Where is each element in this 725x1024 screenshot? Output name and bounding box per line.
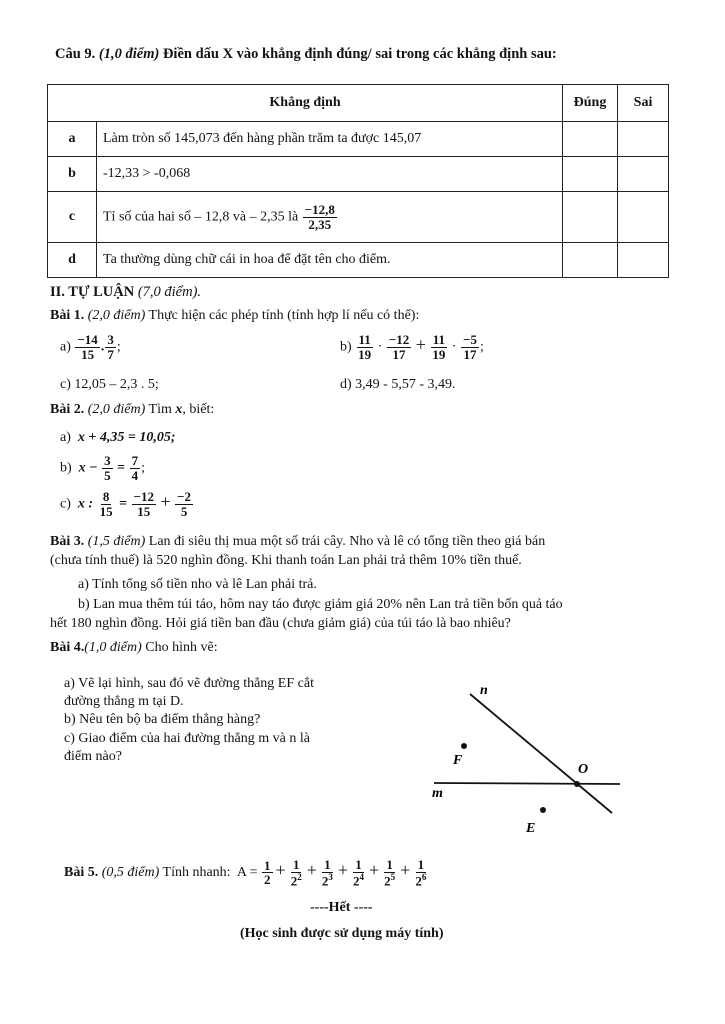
frac-den <box>289 873 304 888</box>
label-m: m <box>432 786 443 801</box>
frac-den-base: 2 <box>264 872 271 888</box>
frac-den: 7 <box>107 346 114 362</box>
true-cell[interactable] <box>563 157 618 192</box>
bai1-points: (2,0 điểm) <box>87 308 146 323</box>
frac-num: 8 <box>102 489 110 504</box>
plus: + <box>337 860 349 881</box>
frac-den-base: 2 <box>384 872 391 888</box>
bai5-terms <box>261 857 429 888</box>
frac-den-base: 2 <box>321 872 329 888</box>
frac-den <box>413 873 428 888</box>
bai3-text: Lan đi siêu thị mua một số trái cây. Nho và lê có tổng tiền theo giá bán <box>148 534 546 549</box>
equals: = <box>117 460 126 476</box>
fraction <box>289 858 304 888</box>
bai2-text: Tìm <box>148 402 172 417</box>
row-label: a <box>48 122 97 157</box>
bai2-a-expr: x + 4,35 = 10,05; <box>77 430 176 445</box>
row-label: c <box>48 192 97 243</box>
bai2-var: x <box>175 402 183 417</box>
bai3-line2: (chưa tính thuế) là 520 nghìn đồng. Khi thanh toán Lan phải trả thêm 10% tiền thuế. <box>50 553 522 568</box>
q9-table <box>47 84 669 278</box>
table-row <box>48 157 669 192</box>
q9-number: Câu 9. <box>55 46 96 62</box>
frac-num: 3 <box>104 453 111 468</box>
row-statement: Làm tròn số 145,073 đến hàng phần trăm ta được 145,07 <box>97 122 563 157</box>
bai4-c2: điểm nào? <box>64 749 122 764</box>
bai4-a2: đường thẳng m tại D. <box>64 694 184 709</box>
bai1-text: Thực hiện các phép tính (tính hợp lí nếu có thể): <box>148 308 420 323</box>
label-n: n <box>480 683 488 698</box>
frac-num: 3 <box>107 332 114 347</box>
frac-den-exponent: 5 <box>390 871 396 882</box>
plus: + <box>160 491 171 512</box>
row-statement-text: Tỉ số của hai số – 12,8 và – 2,35 là <box>103 209 299 225</box>
bai2-c <box>60 490 194 518</box>
table-row <box>48 122 669 157</box>
point-e <box>540 807 546 813</box>
frac-num: 11 <box>358 332 371 347</box>
fraction <box>356 333 373 361</box>
bai5-number: Bài 5. <box>64 865 99 881</box>
frac-den: 5 <box>180 503 188 519</box>
bai3-line1 <box>50 534 545 550</box>
header-statement: Khẳng định <box>48 85 563 122</box>
frac-den: 15 <box>81 346 95 362</box>
fraction <box>130 454 141 482</box>
fraction <box>75 333 99 361</box>
fraction <box>351 858 366 888</box>
bai4-number: Bài 4. <box>50 640 85 655</box>
bai3-a: a) Tính tổng số tiền nho và lê Lan phải trả. <box>78 577 317 592</box>
label-o: O <box>578 762 589 777</box>
point-f <box>461 743 467 749</box>
bai5-points: (0,5 điểm) <box>101 865 160 881</box>
bai5-lhs: A = <box>236 865 258 881</box>
bai4-points: (1,0 điểm) <box>84 640 142 655</box>
true-cell[interactable] <box>563 192 618 243</box>
bai2-points: (2,0 điểm) <box>87 402 146 417</box>
frac-den: 19 <box>432 346 446 362</box>
section-points: (7,0 điểm). <box>137 284 202 300</box>
bai4-c1: c) Giao điểm của hai đường thẳng m và n là <box>64 731 310 746</box>
fraction <box>387 333 411 361</box>
q9-points: (1,0 điểm) <box>98 46 160 62</box>
q9-text: Điền dấu X vào khẳng định đúng/ sai trong các khẳng định sau: <box>162 46 557 62</box>
label-e: E <box>526 821 536 836</box>
bai5 <box>64 858 429 888</box>
frac-den: 19 <box>358 346 372 362</box>
frac-den-exponent: 3 <box>328 871 333 882</box>
table-row <box>48 243 669 278</box>
frac-den-exponent: 4 <box>359 871 365 882</box>
fraction <box>175 490 193 518</box>
bai2-b-x: x − <box>78 460 98 476</box>
plus: + <box>369 860 380 881</box>
frac-den <box>382 873 397 888</box>
frac-den-base: 2 <box>290 872 298 888</box>
frac-num: 7 <box>131 453 139 468</box>
point-o <box>574 781 580 787</box>
frac-den-exponent: 6 <box>421 871 427 882</box>
frac-den-base: 2 <box>415 872 422 888</box>
header-true: Đúng <box>563 85 618 122</box>
false-cell[interactable] <box>618 243 669 278</box>
label-f: F <box>453 753 463 768</box>
bai1-b: b) $\frac{11}{19}$ · $\frac{-12}{17}$ + $\frac{11}{19}$ · $\frac{-5}{17}$ ; <box>340 332 484 362</box>
bai2-a <box>60 430 176 446</box>
frac-num: −5 <box>463 332 478 347</box>
fraction <box>461 333 479 361</box>
calculator-note: (Học sinh được sử dụng máy tính) <box>240 926 444 941</box>
row-label: d <box>48 243 97 278</box>
bai2-text2: , biết: <box>182 402 215 417</box>
bai1-number: Bài 1. <box>50 308 85 323</box>
ratio-num: −12,8 <box>304 201 335 217</box>
line-m <box>434 783 620 784</box>
bai2-heading <box>50 402 214 418</box>
false-cell[interactable] <box>618 157 669 192</box>
fraction <box>132 490 156 518</box>
frac-den-base: 2 <box>353 872 360 888</box>
ratio-den: 2,35 <box>308 216 332 232</box>
frac-den: 15 <box>137 503 151 519</box>
bai3-points: (1,5 điểm) <box>87 534 146 549</box>
row-statement: -12,33 > -0,068 <box>97 157 563 192</box>
fraction <box>430 333 447 361</box>
bai1-c: c) 12,05 – 2,3 . 5; <box>60 377 159 392</box>
table-row <box>48 192 669 243</box>
frac-den: 15 <box>99 503 113 519</box>
frac-num: 1 <box>417 857 425 872</box>
bai4-b: b) Nêu tên bộ ba điểm thẳng hàng? <box>64 712 261 727</box>
line-n <box>470 694 612 813</box>
bai4-a1: a) Vẽ lại hình, sau đó vẽ đường thẳng EF cắt <box>64 676 314 691</box>
header-false: Sai <box>618 85 669 122</box>
frac-num: 1 <box>386 857 393 872</box>
true-cell[interactable] <box>563 122 618 157</box>
bai1-d: d) 3,49 - 5,57 - 3,49. <box>340 377 456 392</box>
plus: + <box>306 860 317 881</box>
frac-num: 1 <box>292 857 300 872</box>
bai4-heading <box>50 640 218 656</box>
false-cell[interactable] <box>618 192 669 243</box>
end-marker: ----Hết ---- <box>310 900 373 915</box>
row-statement: Ta thường dùng chữ cái in hoa để đặt tên cho điểm. <box>97 243 563 278</box>
bai2-number: Bài 2. <box>50 402 85 417</box>
fraction <box>98 490 115 518</box>
section-title <box>50 284 201 301</box>
bai1-b-label: b) <box>340 339 352 355</box>
frac-den <box>320 873 335 888</box>
fraction <box>262 859 273 887</box>
bai2-b: b) x − $\frac{3}{5}$ = $\frac{7}{4}$ ; <box>60 453 146 483</box>
bai2-c-x: x : <box>77 496 94 512</box>
frac-den <box>351 873 366 888</box>
fraction <box>105 333 116 361</box>
frac-den: 5 <box>104 467 111 483</box>
section-title-text: II. TỰ LUẬN <box>50 284 135 300</box>
bai2-c-label: c) <box>60 496 71 512</box>
frac-num: 1 <box>264 857 271 873</box>
frac-num: −12 <box>388 332 410 347</box>
true-cell[interactable] <box>563 243 618 278</box>
frac-den: 4 <box>131 467 139 483</box>
fraction <box>320 858 335 888</box>
frac-den: 17 <box>463 346 477 362</box>
plus: + <box>275 860 286 881</box>
row-label: b <box>48 157 97 192</box>
bai5-text: Tính nhanh: <box>162 865 231 881</box>
bai3-b2: hết 180 nghìn đồng. Hỏi giá tiền ban đầu (chưa giảm giá) của túi táo là bao nhiêu? <box>50 616 511 631</box>
fraction <box>413 858 428 888</box>
bai2-a-label: a) <box>60 430 71 445</box>
q9-heading <box>55 46 557 63</box>
bai1-a: a) $\frac{-14}{15}$ . $\frac{3}{7}$ ; <box>60 332 121 362</box>
plus: + <box>400 860 411 881</box>
frac-den <box>262 873 273 887</box>
frac-den: 17 <box>392 346 406 362</box>
frac-num: −12 <box>133 489 154 504</box>
frac-num: −2 <box>177 489 192 504</box>
row-statement <box>97 192 563 243</box>
fraction <box>102 454 113 482</box>
bai4-text: Cho hình vẽ: <box>145 640 218 655</box>
bai1-a-label: a) <box>60 339 71 355</box>
frac-num: 1 <box>324 857 331 872</box>
frac-num: −14 <box>77 332 98 347</box>
q9-table-header-row <box>48 85 669 122</box>
fraction <box>382 858 397 888</box>
bai2-b-label: b) <box>60 460 72 476</box>
geometry-figure <box>420 672 630 842</box>
bai3-b1: b) Lan mua thêm túi táo, hôm nay táo được giảm giá 20% nên Lan trả tiền bốn quả táo <box>78 597 563 612</box>
equals: = <box>119 496 128 512</box>
frac-num: 11 <box>432 332 446 347</box>
bai1-heading <box>50 308 419 324</box>
ratio-fraction <box>303 203 337 231</box>
false-cell[interactable] <box>618 122 669 157</box>
bai3-number: Bài 3. <box>50 534 85 549</box>
frac-num: 1 <box>355 857 362 872</box>
frac-den-exponent: 2 <box>297 871 302 882</box>
